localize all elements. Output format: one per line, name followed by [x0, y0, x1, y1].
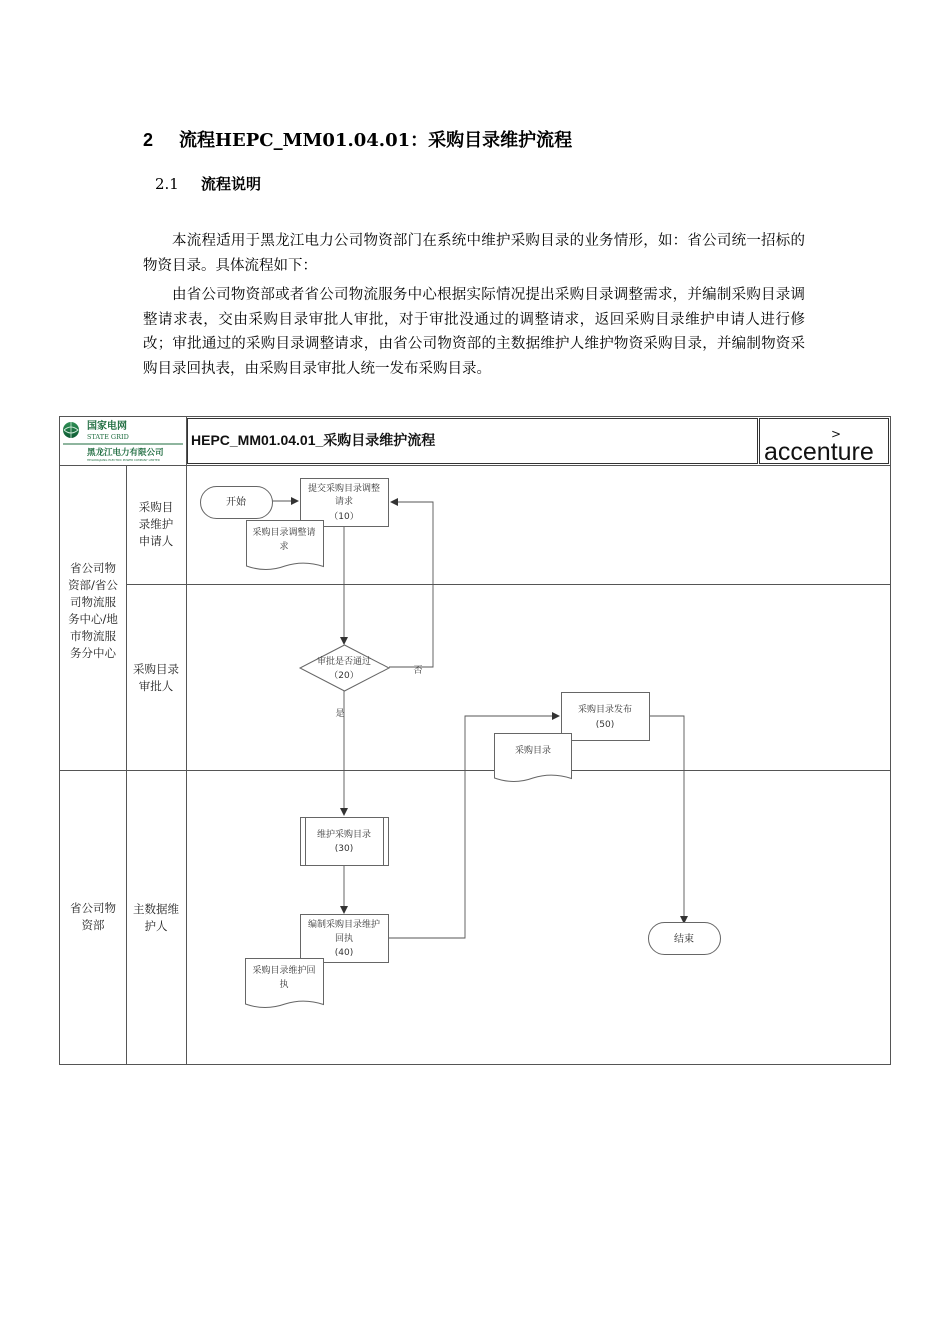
role-label-maintainer	[133, 902, 179, 933]
svg-text:采购目录发布: 采购目录发布	[577, 705, 633, 715]
svg-text:采购目: 采购目	[138, 500, 174, 514]
subsection-number: 2.1	[155, 175, 179, 193]
svg-text:执: 执	[279, 980, 289, 990]
detail-paragraph: 由省公司物资部或者省公司物流服务中心根据实际情况提出采购目录调整需求，并编制采购目录调整请求表，交由采购目录审批人审批，对于审批没通过的调整请求，返回采购目录维护申请人进行修改；审批通过的采购目录调整请求，由省公司物资部的主数据维护人维护物资采购目录，并编制物资采购目录回执表，由采购目录审批人统一发布采购目录。	[143, 287, 805, 377]
logo-company-en: HEILONGJIANG ELECTRIC POWER COMPANY LIMITED	[87, 458, 160, 462]
state-grid-logo	[63, 419, 183, 462]
svg-text:(30): (30)	[334, 844, 354, 854]
svg-text:护人: 护人	[144, 919, 168, 933]
svg-text:（20）: （20）	[329, 671, 359, 681]
accenture-wordmark: accenture	[764, 438, 874, 466]
swimlane-grid	[60, 417, 891, 1065]
diagram-title: HEPC_MM01.04.01_采购目录维护流程	[191, 432, 436, 448]
svg-text:审批人: 审批人	[138, 679, 174, 693]
decision-20	[300, 645, 389, 691]
document-10	[247, 521, 324, 570]
svg-text:省公司物: 省公司物	[70, 561, 116, 575]
yes-label: 是	[335, 709, 345, 719]
svg-text:开始: 开始	[226, 497, 246, 508]
department-label-1	[68, 561, 118, 660]
svg-text:采购目录: 采购目录	[133, 662, 179, 676]
svg-text:录维护: 录维护	[138, 517, 174, 531]
svg-text:市物流服: 市物流服	[70, 629, 116, 643]
svg-text:务分中心: 务分中心	[70, 646, 116, 660]
section-number: 2	[143, 130, 154, 150]
no-label: 否	[413, 666, 423, 676]
svg-text:务中心/地: 务中心/地	[68, 612, 118, 626]
section-title: 流程HEPC_MM01.04.01：采购目录维护流程	[179, 130, 573, 151]
svg-text:（10）: （10）	[329, 512, 359, 522]
accenture-logo	[764, 427, 874, 466]
step-40-box	[301, 915, 389, 963]
intro-paragraph: 本流程适用于黑龙江电力公司物资部门在系统中维护采购目录的业务情形，如：省公司统一招标的物资目录。具体流程如下：	[143, 233, 805, 274]
svg-text:省公司物: 省公司物	[70, 901, 116, 915]
svg-text:申请人: 申请人	[138, 534, 174, 548]
svg-text:资部: 资部	[81, 918, 105, 932]
step-10-box	[301, 479, 389, 527]
document-40	[246, 959, 324, 1008]
accenture-mark: >	[831, 427, 842, 441]
svg-text:采购目录: 采购目录	[514, 746, 552, 756]
step-50-box	[562, 693, 650, 741]
svg-text:请求: 请求	[334, 497, 354, 507]
svg-text:采购目录维护回: 采购目录维护回	[252, 966, 316, 976]
svg-text:采购目录调整请: 采购目录调整请	[252, 528, 316, 538]
svg-text:回执: 回执	[334, 934, 354, 944]
svg-text:结束: 结束	[674, 934, 694, 945]
document-50	[495, 734, 572, 782]
svg-text:提交采购目录调整: 提交采购目录调整	[307, 484, 381, 494]
logo-text-cn: 国家电网	[87, 421, 127, 432]
svg-text:司物流服: 司物流服	[70, 595, 116, 609]
svg-text:编制采购目录维护: 编制采购目录维护	[307, 920, 381, 930]
logo-text-en: STATE GRID	[87, 433, 129, 441]
start-node	[201, 487, 273, 519]
step-30-box	[301, 818, 389, 866]
subsection-title: 流程说明	[201, 175, 262, 193]
svg-text:维护采购目录: 维护采购目录	[316, 830, 372, 840]
end-node	[649, 923, 721, 955]
svg-text:主数据维: 主数据维	[133, 902, 179, 916]
svg-text:求: 求	[279, 542, 289, 552]
svg-text:审批是否通过: 审批是否通过	[316, 657, 372, 667]
svg-text:(50): (50)	[595, 720, 615, 730]
logo-company-name: 黑龙江电力有限公司	[87, 448, 164, 458]
role-label-applicant	[139, 500, 174, 548]
role-label-approver	[133, 662, 179, 693]
svg-text:(40): (40)	[334, 948, 354, 958]
department-label-2	[70, 901, 116, 932]
svg-text:资部/省公: 资部/省公	[68, 578, 118, 592]
